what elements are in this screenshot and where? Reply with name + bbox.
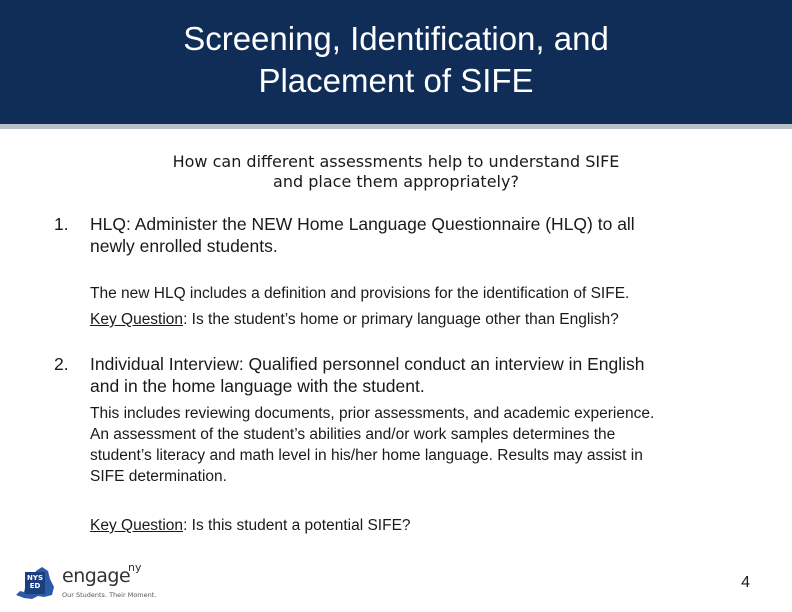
engageny-logo	[14, 561, 174, 605]
interview-body-line-2: An assessment of the student’s abilities and/or work samples determines the	[90, 426, 616, 443]
slide-title	[0, 18, 792, 102]
page-number: 4	[741, 574, 750, 591]
key-question-text: : Is this student a potential SIFE?	[183, 517, 411, 534]
key-question-label: Key Question	[90, 311, 184, 328]
list-item-number: 1.	[54, 214, 69, 234]
list-item-heading-line-2: and in the home language with the student.	[90, 376, 425, 396]
interview-body-line-4: SIFE determination.	[90, 468, 227, 485]
key-question-text: : Is the student’s home or primary language other than English?	[183, 311, 619, 328]
list-item-heading-line-2: newly enrolled students.	[90, 236, 278, 256]
hlq-body	[90, 283, 760, 330]
list-item-heading-line-1: Individual Interview: Qualified personnel conduct an interview in English	[90, 354, 645, 374]
interview-body-line-3: student’s literacy and math level in his/her home language. Results may assist in	[90, 447, 643, 464]
slide-title-line-2: Placement of SIFE	[258, 62, 534, 99]
slide-subtitle-line-1: How can different assessments help to understand SIFE	[172, 152, 620, 171]
logo-tagline: Our Students. Their Moment.	[62, 591, 157, 599]
title-divider	[0, 124, 792, 129]
interview-key-question	[90, 515, 760, 536]
list-item-heading	[90, 353, 770, 397]
list-item-heading-line-1: HLQ: Administer the NEW Home Language Questionnaire (HLQ) to all	[90, 214, 635, 234]
logo-superscript: ny	[128, 561, 142, 574]
slide-subtitle	[0, 152, 792, 192]
hlq-body-line-1: The new HLQ includes a definition and provisions for the identification of SIFE.	[90, 285, 630, 302]
logo-wordmark: engage	[62, 565, 131, 587]
key-question-label: Key Question	[90, 517, 184, 534]
interview-body-line-1: This includes reviewing documents, prior assessments, and academic experience.	[90, 405, 655, 422]
slide-title-line-1: Screening, Identification, and	[183, 20, 609, 57]
slide-subtitle-line-2: and place them appropriately?	[273, 172, 519, 191]
nys-ed-badge: NYS ED	[25, 572, 45, 594]
hlq-key-question	[90, 309, 760, 330]
interview-body	[90, 403, 760, 487]
list-item-number: 2.	[54, 354, 69, 374]
list-item-heading	[90, 213, 770, 257]
